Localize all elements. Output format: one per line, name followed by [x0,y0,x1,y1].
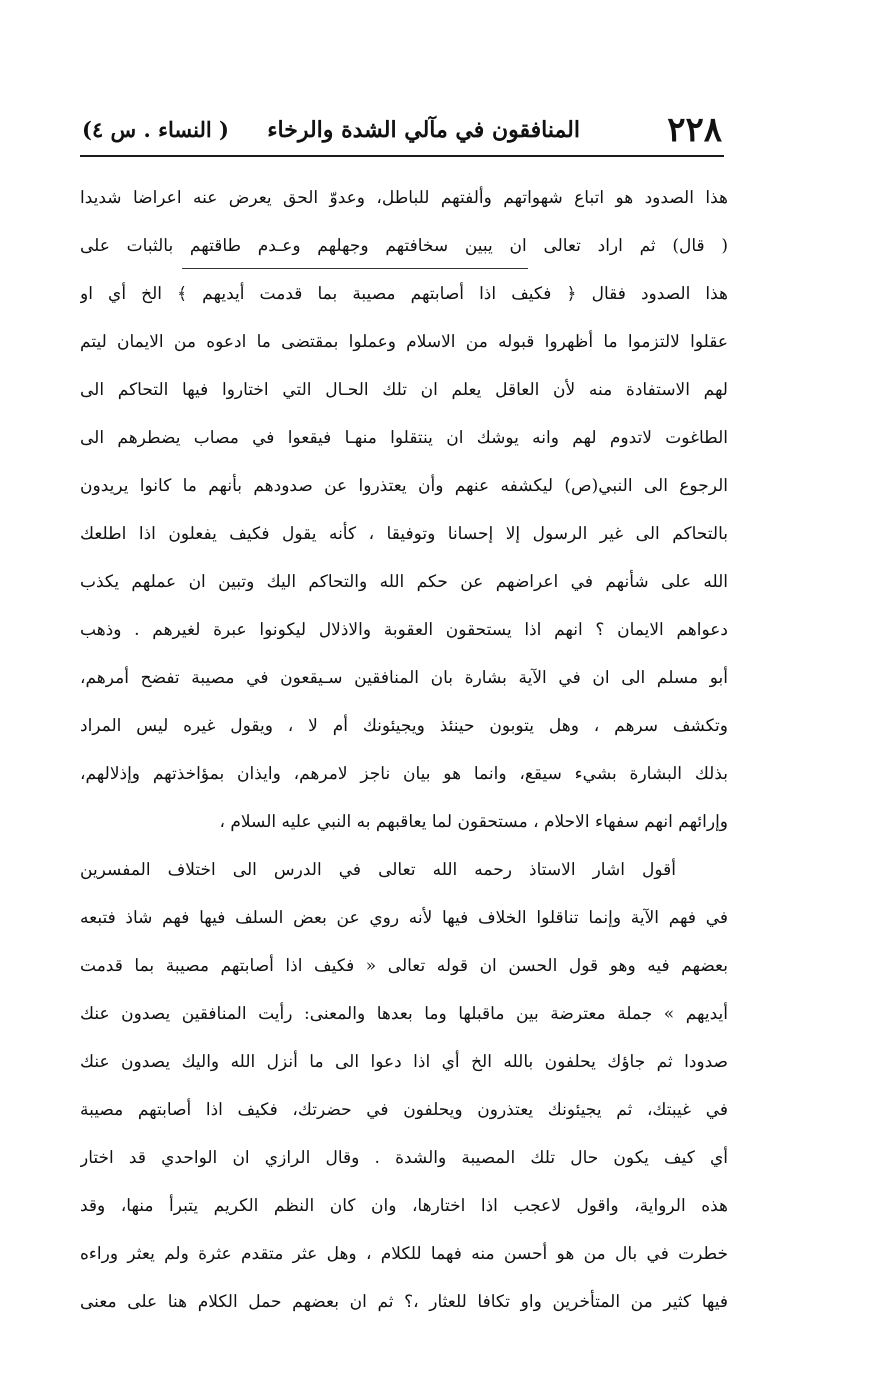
text-line: عقلوا لالتزموا ما أظهروا قبوله من الاسلام وعملوا بمقتضى ما ادعوه من الايمان ليتم [80,332,728,352]
text-line: لهم الاستفادة منه لأن العاقل يعلم ان تلك الحـال التي اختاروا فيها التحاكم الى [80,380,728,400]
text-line: بذلك البشارة بشيء سيقع، وانما هو بيان ناجز لامرهم، وايذان بمؤاخذتهم وإذلالهم، [80,764,728,784]
text-line: أي كيف يكون حال تلك المصيبة والشدة . وقال الرازي ان الواحدي قد اختار [80,1148,728,1168]
text-line: الطاغوت لاتدوم لهم وانه يوشك ان ينتقلوا منهـا فيقعوا في مصاب يضطرهم الى [80,428,728,448]
text-line: أقول اشار الاستاذ رحمه الله تعالى في الدرس الى اختلاف المفسرين [80,860,676,880]
header-divider [80,155,724,157]
text-line: وتكشف سرهم ، وهل يتوبون حينئذ ويجيئونك أم لا ، ويقول غيره ليس المراد [80,716,728,736]
text-line: في غيبتك، ثم يجيئونك يعتذرون ويحلفون في حضرتك، فكيف اذا أصابتهم مصيبة [80,1100,728,1120]
surah-reference: ( النساء . س ٤) [82,117,229,142]
text-line: فيها كثير من المتأخرين واو تكافا للعثار ،؟ ثم ان بعضهم حمل الكلام هنا على معنى [80,1292,728,1312]
text-line: وإرائهم انهم سفهاء الاحلام ، مستحقون لما يعاقبهم به النبي عليه السلام ، [219,812,728,832]
text-line: الله على شأنهم في اعراضهم عن حكم الله والتحاكم اليك وتبين ان عملهم يكذب [80,572,728,592]
text-line: الرجوع الى النبي(ص) ليكشفه عنهم وأن يعتذروا عن صدودهم بأنهم ما كانوا يريدون [80,476,728,496]
text-line: أبو مسلم الى ان في الآية بشارة بان المنافقين سـيقعون في مصيبة تفضح أمرهم، [80,668,728,688]
running-title: المنافقون في مآلي الشدة والرخاء [267,117,580,143]
text-line: في فهم الآية وإنما تناقلوا الخلاف فيها لأنه روي عن بعض السلف فيها فهم شاذ فتبعه [80,908,728,928]
body-text [80,174,728,1326]
text-line: خطرت في بال من هو أحسن منه فهما للكلام ، وهل عثر متقدم عثرة ولم يعثر وراءه [80,1244,728,1264]
page-header [82,108,722,152]
text-line: هذه الرواية، واقول لاعجب اذا اختارها، وان كان النظم الكريم يتبرأ منها، وقد [80,1196,728,1216]
text-line: هذا الصدود فقال ﴿ فكيف اذا أصابتهم مصيبة بما قدمت أيديهم ﴾ الخ أي او [80,284,728,304]
text-line: دعواهم الايمان ؟ انهم اذا يستحقون العقوبة والاذلال ليكونوا عبرة لغيرهم . وذهب [80,620,728,640]
text-line: بالتحاكم الى غير الرسول إلا إحسانا وتوفيقا ، كأنه يقول فكيف يفعلون اذا اطلعك [80,524,728,544]
text-line: ( قال) ثم اراد تعالى ان يبين سخافتهم وجهلهم وعـدم طاقتهم بالثبات على [80,236,728,256]
text-line: أيديهم » جملة معترضة بين ماقبلها وما بعدها والمعنى: رأيت المنافقين يصدون عنك [80,1004,728,1024]
text-line: بعضهم فيه وهو قول الحسن ان قوله تعالى « فكيف اذا أصابتهم مصيبة بما قدمت [80,956,728,976]
text-line: هذا الصدود هو اتباع شهواتهم وألفتهم للباطل، وعدوّ الحق يعرض عنه اعراضا شديدا [80,188,728,208]
text-line: صدودا ثم جاؤك يحلفون بالله الخ أي اذا دعوا الى ما أنزل الله واليك يصدون عنك [80,1052,728,1072]
page-number: ٢٢٨ [667,110,722,150]
